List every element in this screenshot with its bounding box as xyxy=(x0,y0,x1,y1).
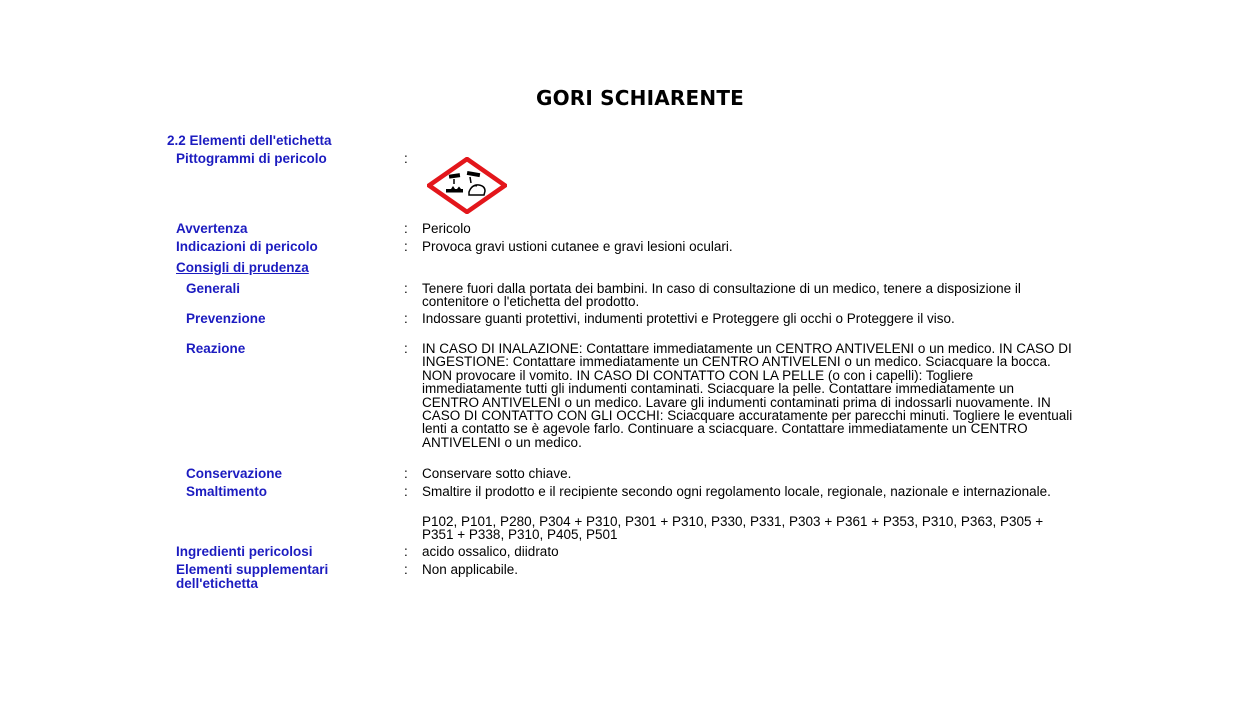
consigli-heading: Consigli di prudenza xyxy=(176,260,309,275)
avvertenza-value: Pericolo xyxy=(422,221,471,236)
generali-label: Generali xyxy=(186,281,241,296)
colon: : xyxy=(404,221,408,236)
colon: : xyxy=(404,562,408,577)
supplementari-label-line2: dell'etichetta xyxy=(176,576,258,591)
colon: : xyxy=(404,151,408,166)
pictograms-label: Pittogrammi di pericolo xyxy=(176,151,327,166)
supplementari-label-line1: Elementi supplementari xyxy=(176,562,329,577)
precautionary-codes: P102, P101, P280, P304 + P310, P301 + P310, P330, P331, P303 + P361 + P353, P310, P363, P305 + P351 + P338, P310, P405, P501 xyxy=(422,514,1044,543)
indicazioni-label: Indicazioni di pericolo xyxy=(176,239,318,254)
generali-value: Tenere fuori dalla portata dei bambini. In caso di consultazione di un medico, tenere a disposizione il contenitore o l'etichetta del prodotto. xyxy=(422,281,1021,310)
smaltimento-value: Smaltire il prodotto e il recipiente secondo ogni regolamento locale, regionale, nazionale e internazionale. xyxy=(422,484,1051,499)
ingredienti-label: Ingredienti pericolosi xyxy=(176,544,313,559)
conservazione-value: Conservare sotto chiave. xyxy=(422,466,572,481)
section-heading: 2.2 Elementi dell'etichetta xyxy=(167,133,332,148)
colon: : xyxy=(404,341,408,356)
corrosion-icon xyxy=(427,157,507,214)
ingredienti-value: acido ossalico, diidrato xyxy=(422,544,559,559)
colon: : xyxy=(404,484,408,499)
smaltimento-label: Smaltimento xyxy=(186,484,268,499)
colon: : xyxy=(404,281,408,296)
colon: : xyxy=(404,239,408,254)
prevenzione-label: Prevenzione xyxy=(186,311,266,326)
colon: : xyxy=(404,544,408,559)
reazione-value: IN CASO DI INALAZIONE: Contattare immediatamente un CENTRO ANTIVELENI o un medico. IN CASO DI INGESTIONE: Contattare immediatamente un CENTRO ANTIVELENI o un medico. Sciacquare la bocca. NON provocare il vomito. IN CASO DI CONTATTO CON LA PELLE (o con i capelli): Togliere immediatamente tutti gli indumenti contaminati. Sciacquare la pelle. Contattare immediatamente un CENTRO ANTIVELENI o un medico. Lavare gli indumenti contaminati prima di indossarli nuovamente. IN CASO DI CONTATTO CON GLI OCCHI: Sciacquare accuratamente per parecchi minuti. Togliere le eventuali lenti a contatto se è agevole farlo. Continuare a sciacquare. Contattare immediatamente un CENTRO ANTIVELENI o un medico. xyxy=(422,341,1073,450)
colon: : xyxy=(404,466,408,481)
avvertenza-label: Avvertenza xyxy=(176,221,248,236)
indicazioni-value: Provoca gravi ustioni cutanee e gravi lesioni oculari. xyxy=(422,239,733,254)
colon: : xyxy=(404,311,408,326)
prevenzione-value: Indossare guanti protettivi, indumenti protettivi e Proteggere gli occhi o Proteggere il viso. xyxy=(422,311,955,326)
conservazione-label: Conservazione xyxy=(186,466,283,481)
reazione-label: Reazione xyxy=(186,341,246,356)
page-title: GORI SCHIARENTE xyxy=(535,86,745,110)
supplementari-value: Non applicabile. xyxy=(422,562,519,577)
